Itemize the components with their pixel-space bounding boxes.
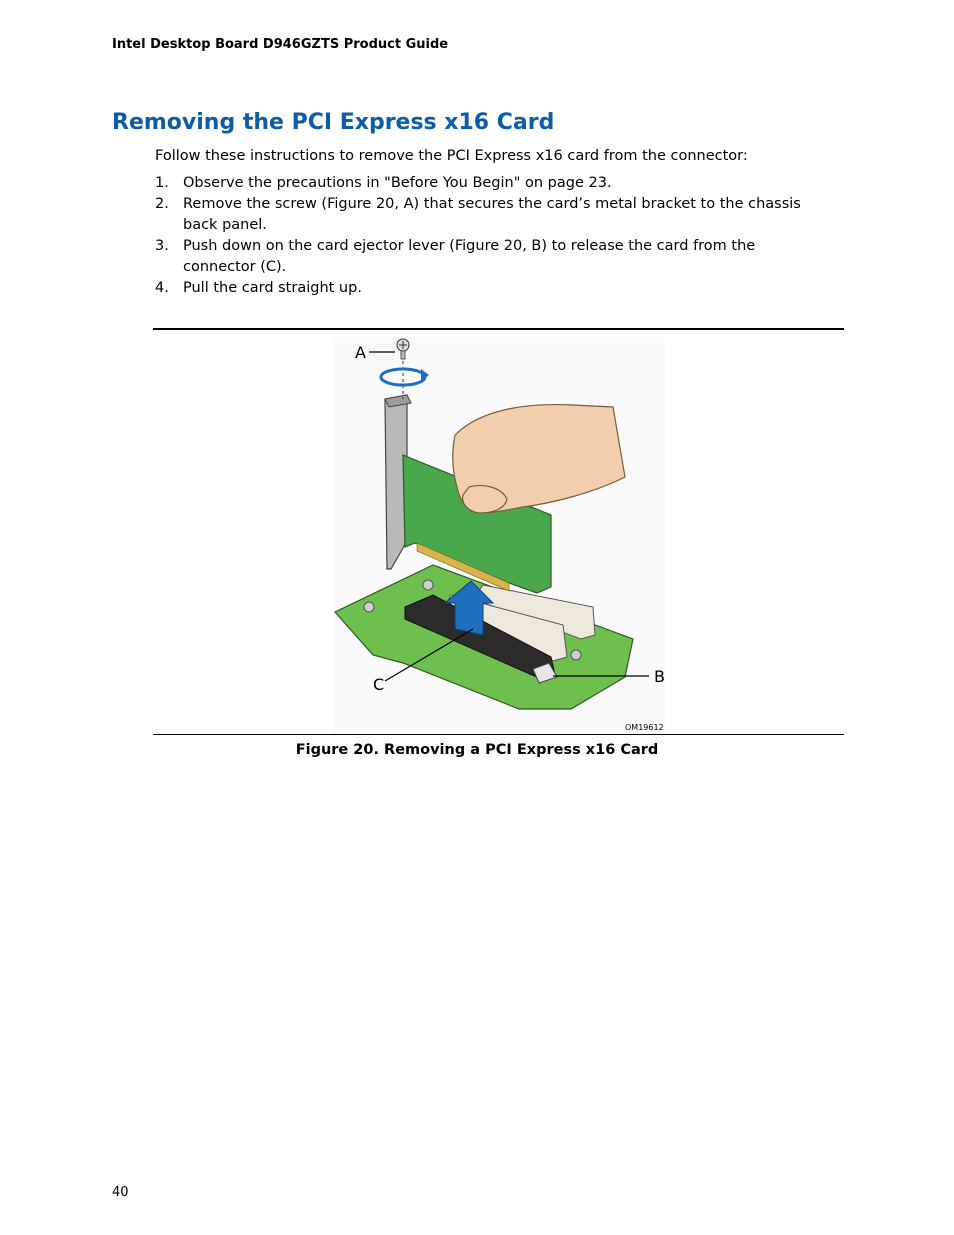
step-text: Push down on the card ejector lever (Figure 20, B) to release the card from the connector (C). [183, 238, 756, 275]
figure-illustration [333, 337, 665, 733]
step-text: Remove the screw (Figure 20, A) that secures the card’s metal bracket to the chassis back panel. [183, 196, 801, 233]
callout-label-b: B [654, 667, 665, 686]
running-header: Intel Desktop Board D946GZTS Product Guide [112, 37, 449, 52]
step-item [155, 173, 825, 194]
step-number: 4. [155, 280, 169, 296]
mount-hole [423, 580, 433, 590]
step-item [155, 278, 825, 299]
step-number: 1. [155, 175, 169, 191]
step-number: 3. [155, 238, 169, 254]
callout-label-a: A [355, 343, 366, 362]
figure-top-rule [153, 328, 844, 330]
figure-code: OM19612 [625, 723, 664, 732]
step-text: Observe the precautions in "Before You Begin" on page 23. [183, 175, 612, 191]
mount-hole [364, 602, 374, 612]
page-number: 40 [112, 1185, 129, 1200]
step-item [155, 194, 825, 236]
step-text: Pull the card straight up. [183, 280, 362, 296]
mount-hole [571, 650, 581, 660]
figure-caption: Figure 20. Removing a PCI Express x16 Card [295, 742, 659, 758]
section-title: Removing the PCI Express x16 Card [112, 110, 555, 135]
steps-list [155, 173, 825, 299]
intro-paragraph: Follow these instructions to remove the PCI Express x16 card from the connector: [155, 148, 748, 164]
step-number: 2. [155, 196, 169, 212]
step-item [155, 236, 825, 278]
figure-bottom-rule [153, 734, 844, 735]
callout-label-c: C [373, 675, 385, 694]
